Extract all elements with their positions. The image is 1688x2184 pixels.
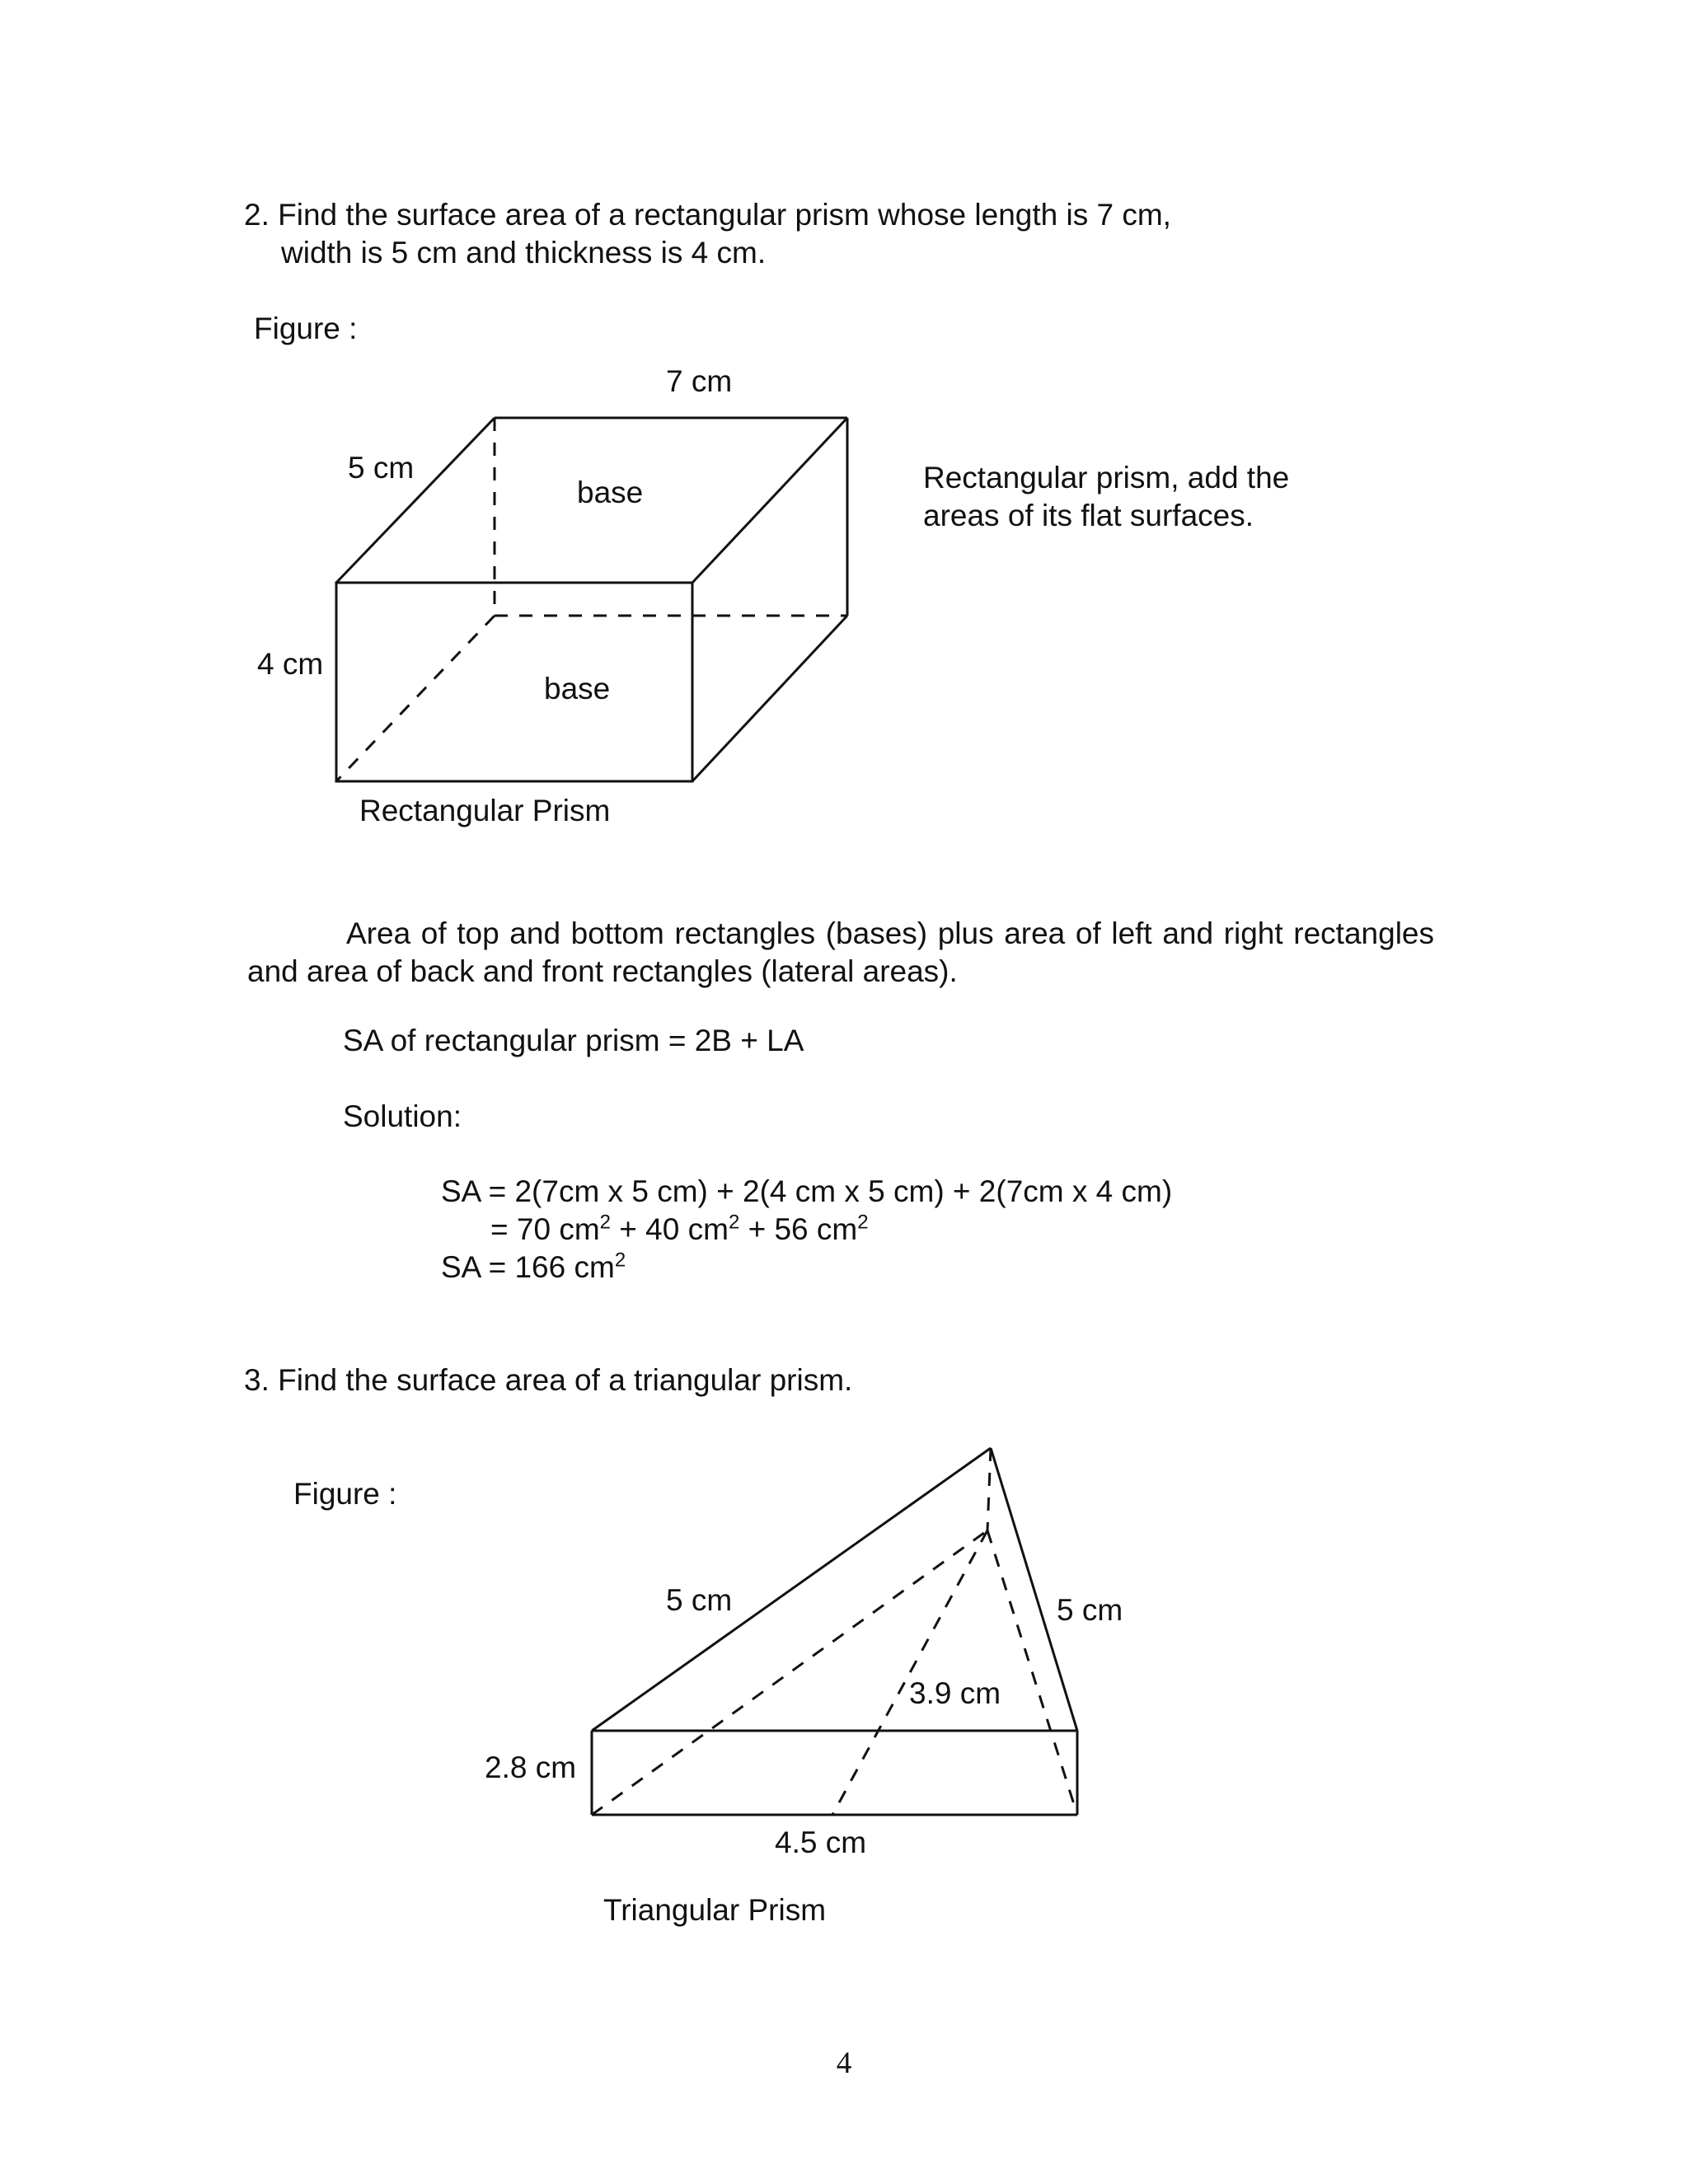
problem-2-line-1: 2. Find the surface area of a rectangular prism whose length is 7 cm, — [244, 198, 1171, 232]
problem-2-line-2: width is 5 cm and thickness is 4 cm. — [281, 236, 767, 269]
slant-left-label: 5 cm — [666, 1583, 733, 1617]
problem-2-figure-label: Figure : — [254, 312, 358, 345]
note-line-1: Rectangular prism, add the — [923, 461, 1290, 494]
surface-area-formula: SA of rectangular prism = 2B + LA — [343, 1024, 804, 1057]
length-label: 7 cm — [666, 364, 733, 398]
explanation-paragraph: Area of top and bottom rectangles (bases) plus area of left and right rectangles and area of back and front rectangles (lateral areas). — [247, 916, 1434, 988]
solution-line-2: = 70 $cm^2 + 40$ $cm^2 + 56$ $cm^2$ — [490, 1211, 869, 1246]
width-label: 5 cm — [348, 451, 415, 485]
tri-height-line — [832, 1530, 987, 1815]
solution-line-1: SA = 2(7cm x 5 cm) + 2(4 cm x 5 cm) + 2(7cm x 4 cm) — [441, 1174, 1173, 1208]
rectangular-prism-caption: Rectangular Prism — [359, 794, 611, 827]
solution-label: Solution: — [343, 1099, 462, 1133]
top-face-label: base — [577, 476, 644, 509]
tri-hidden-apex-edge — [987, 1448, 991, 1530]
base-label: 4.5 cm — [775, 1825, 867, 1859]
depth-label: 2.8 cm — [485, 1750, 577, 1784]
triangular-prism-caption: Triangular Prism — [603, 1893, 827, 1927]
front-face-label: base — [544, 672, 611, 705]
page-number: 4 — [836, 2046, 852, 2080]
solution-line-3: SA = 166 $cm^2$ — [441, 1249, 626, 1284]
tri-front-right-edge — [991, 1448, 1077, 1731]
tri-hidden-left-edge — [592, 1530, 987, 1815]
thickness-label: 4 cm — [257, 647, 324, 681]
problem-3-figure-label: Figure : — [293, 1477, 397, 1511]
problem-3-line-1: 3. Find the surface area of a triangular prism. — [244, 1363, 853, 1397]
note-line-2: areas of its flat surfaces. — [923, 499, 1254, 532]
height-label: 3.9 cm — [909, 1676, 1001, 1710]
tri-hidden-right-edge — [987, 1530, 1077, 1815]
slant-right-label: 5 cm — [1057, 1593, 1123, 1627]
